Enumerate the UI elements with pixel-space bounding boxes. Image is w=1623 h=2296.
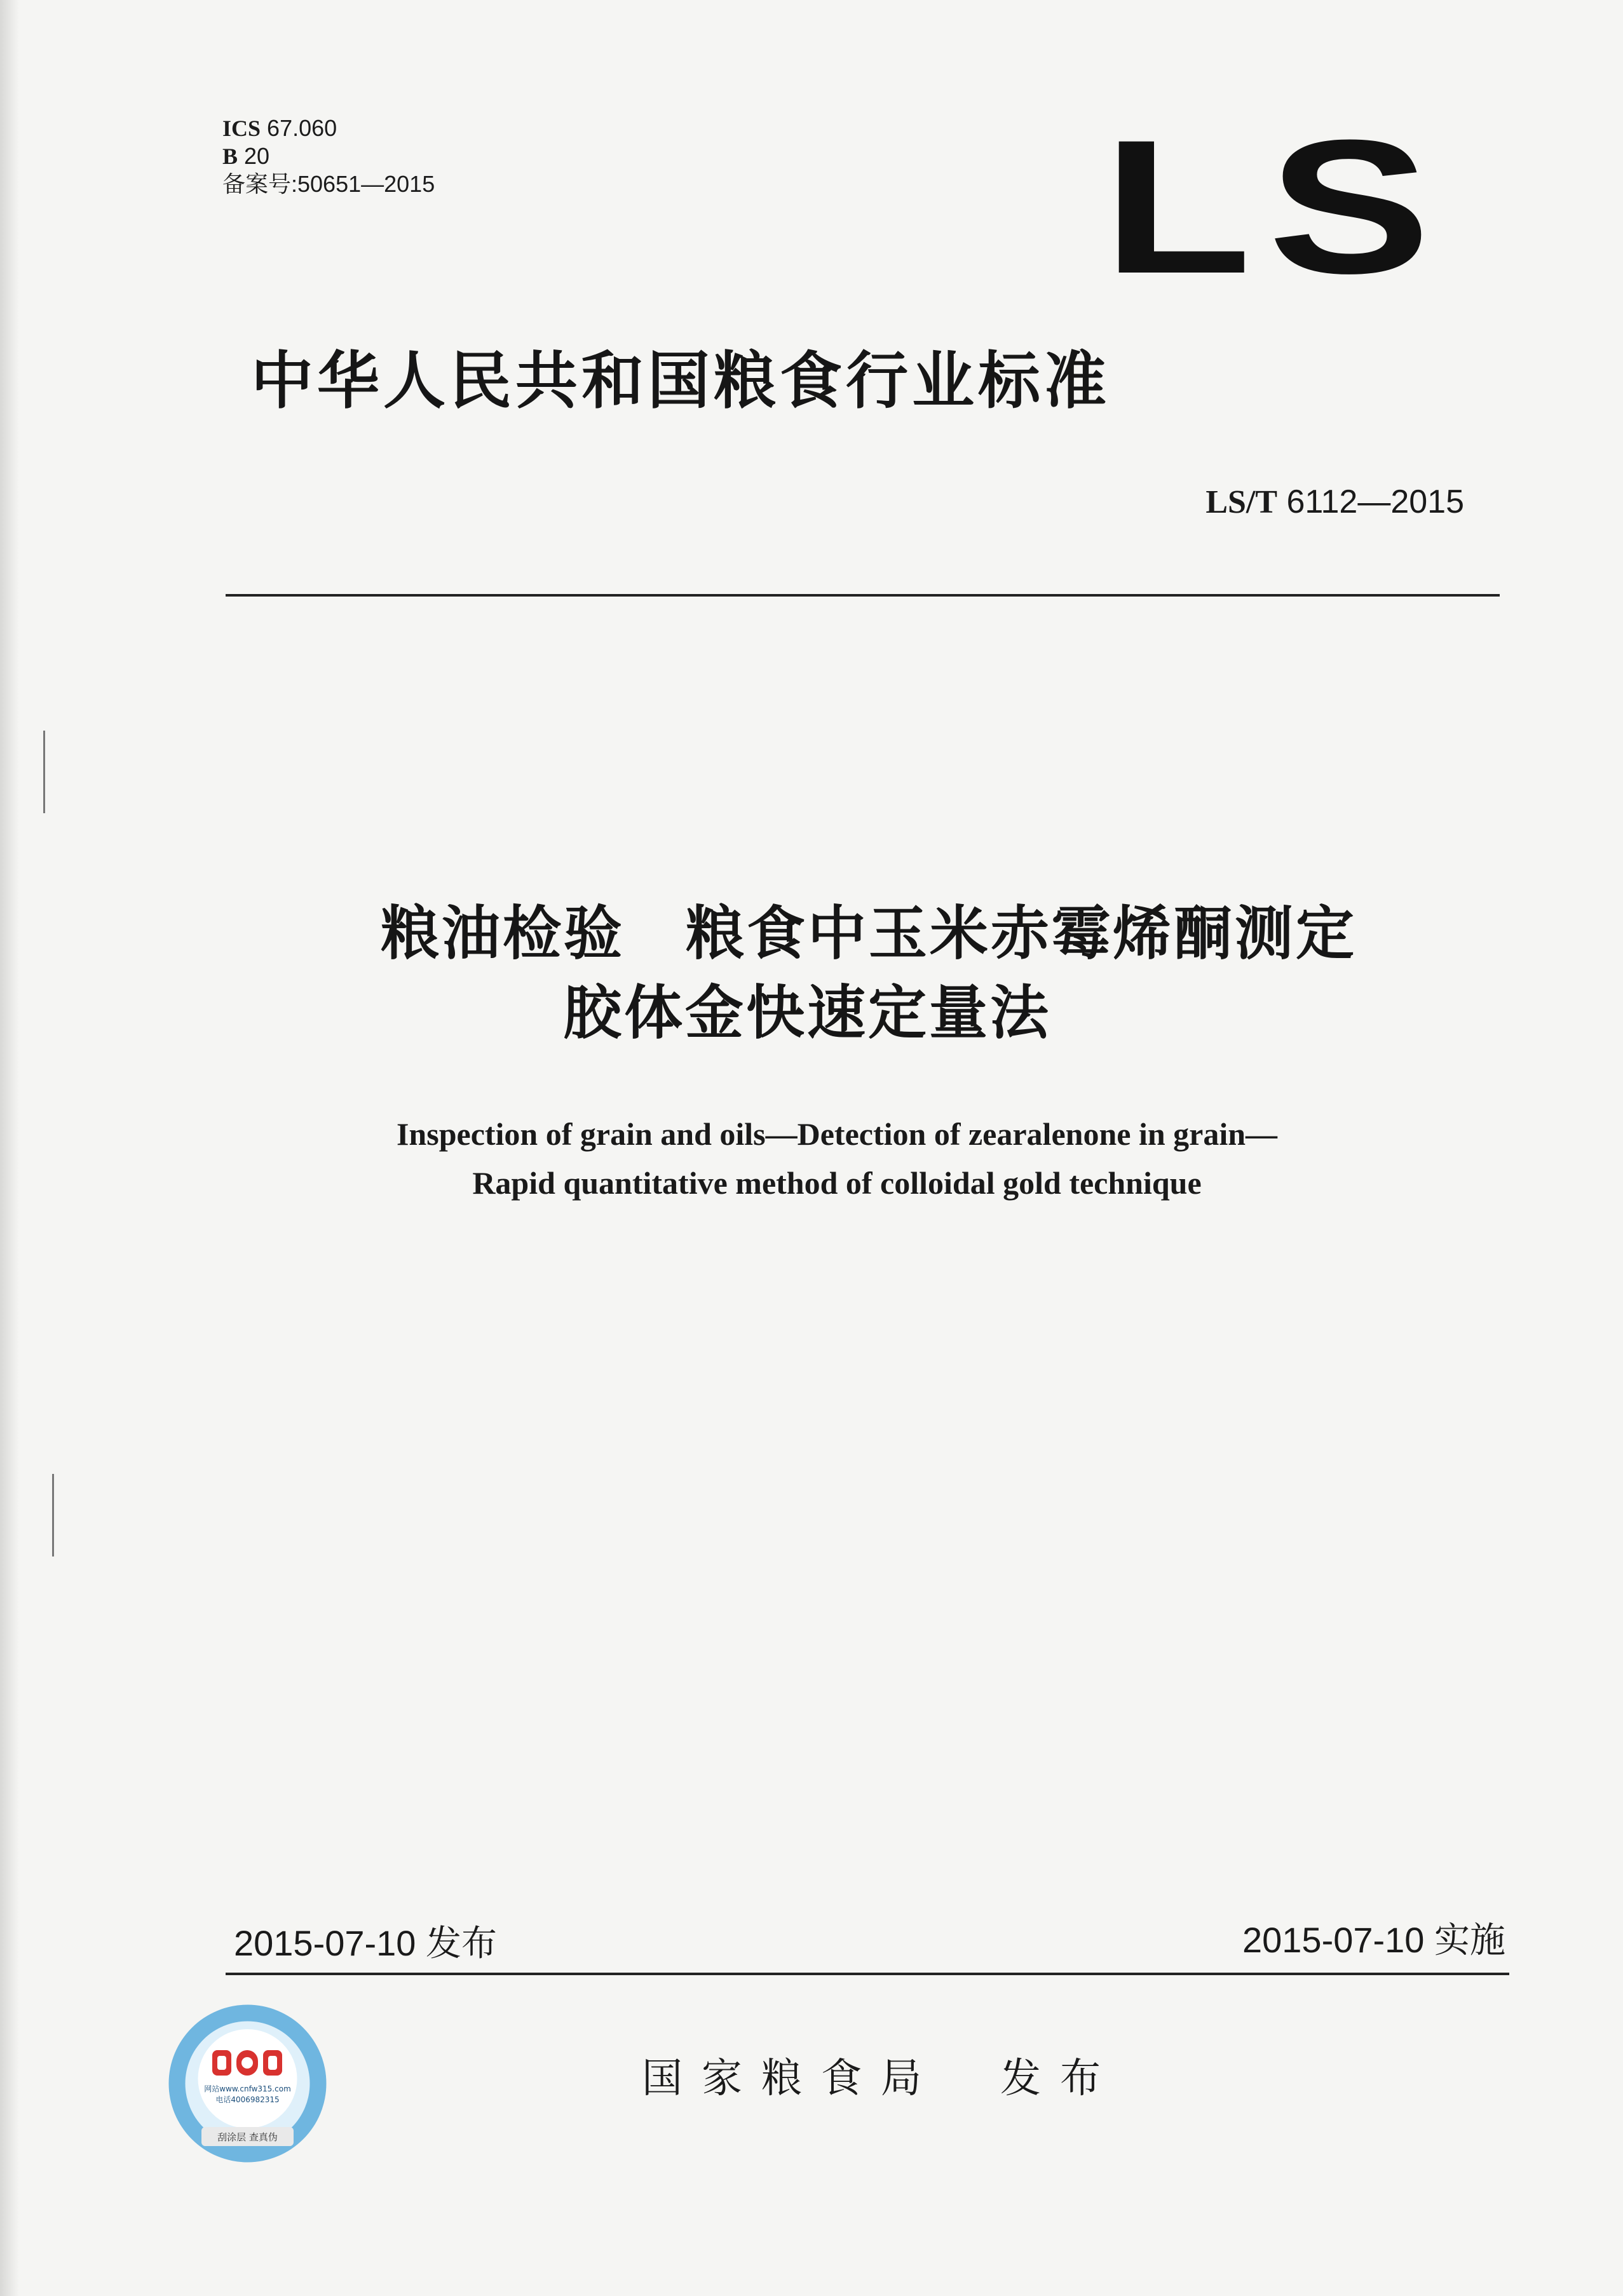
class-line: [222, 142, 435, 170]
binding-mark-bottom: [52, 1474, 54, 1557]
issuer: 国家粮食局 发布: [642, 2055, 1120, 2102]
ics-line: [222, 114, 435, 142]
stamp-scratch-text: 刮涂层 查真伪: [217, 2131, 278, 2143]
class-value: 20: [244, 143, 270, 169]
stamp-phone: 电话4006982315: [215, 2095, 280, 2104]
classification-block: [222, 114, 435, 198]
footer-divider: [226, 1973, 1509, 1975]
stamp-graphic: [166, 2002, 329, 2164]
standard-type-title: 中华人民共和国粮食行业标准: [251, 345, 1111, 417]
standard-code: [1205, 483, 1464, 521]
english-title-line1: Inspection of grain and oils—Detection of zearalenone in grain—: [396, 1116, 1278, 1152]
ls-logo: LS: [1103, 100, 1447, 313]
record-line: [222, 170, 435, 198]
chinese-title-line2: 胶体金快速定量法: [562, 979, 1051, 1047]
record-label: 备案号:: [222, 171, 298, 197]
standard-code-prefix: LS/T: [1205, 484, 1278, 520]
ics-value: 67.060: [267, 115, 337, 141]
stamp-logo-icon: [212, 2050, 282, 2076]
scan-edge-shadow: [0, 0, 19, 2296]
english-title-line2: Rapid quantitative method of colloidal gold technique: [472, 1165, 1202, 1201]
standard-code-number: 6112—2015: [1286, 483, 1464, 520]
stamp-url: 网站www.cnfw315.com: [204, 2084, 291, 2093]
header-divider: [226, 594, 1500, 597]
anti-counterfeit-stamp-icon: [166, 2002, 329, 2164]
record-value: 50651—2015: [297, 171, 435, 197]
stamp-center: [198, 2029, 297, 2128]
class-label: B: [222, 144, 238, 169]
binding-mark-top: [43, 731, 45, 813]
ics-label: ICS: [222, 116, 261, 141]
chinese-title-line1: 粮油检验 粮食中玉米赤霉烯酮测定: [380, 900, 1357, 968]
implement-date: 2015-07-10 实施: [1242, 1920, 1505, 1960]
publish-date: 2015-07-10 发布: [234, 1923, 498, 1963]
